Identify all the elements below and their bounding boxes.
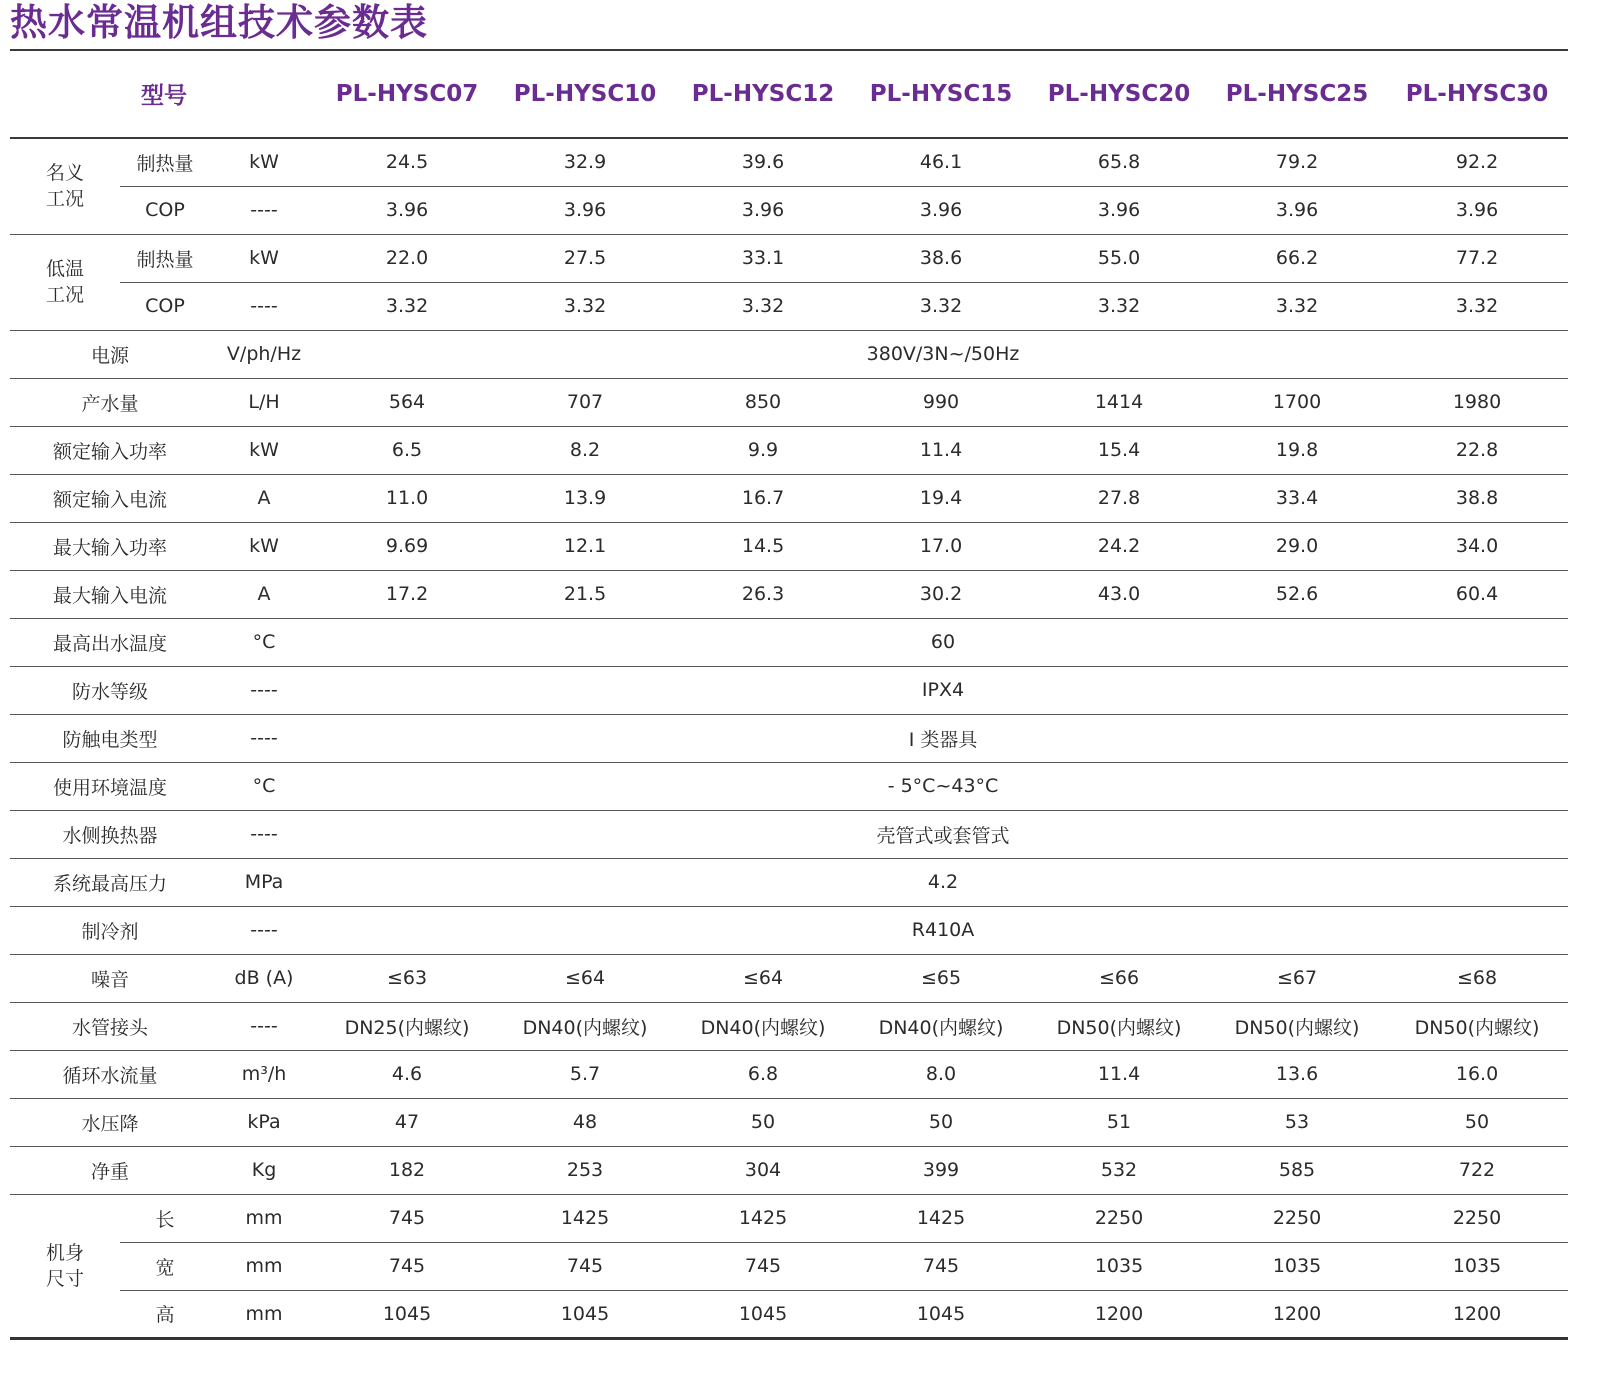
value-cell: 3.96 (1208, 186, 1386, 234)
value-cell: 13.9 (496, 474, 674, 522)
table-row (10, 474, 1568, 522)
group-label-nominal (10, 138, 120, 234)
value-cell: 53 (1208, 1098, 1386, 1146)
value-cell: 3.96 (674, 186, 852, 234)
param-name: 高 (120, 1290, 210, 1338)
value-cell: 2250 (1386, 1194, 1568, 1242)
group-label-line: 机身 (45, 1241, 84, 1264)
value-cell: 11.0 (318, 474, 496, 522)
table-row (10, 762, 1568, 810)
table-row (10, 666, 1568, 714)
value-cell: 1045 (852, 1290, 1030, 1338)
value-cell: 745 (318, 1242, 496, 1290)
value-cell: 60.4 (1386, 570, 1568, 618)
table-row (10, 714, 1568, 762)
table-row (10, 618, 1568, 666)
value-cell: 21.5 (496, 570, 674, 618)
value-cell: DN50(内螺纹) (1208, 1002, 1386, 1050)
merged-value-cell: IPX4 (318, 666, 1568, 714)
value-cell: 1045 (674, 1290, 852, 1338)
value-cell: 51 (1030, 1098, 1208, 1146)
value-cell: 19.4 (852, 474, 1030, 522)
value-cell: 8.0 (852, 1050, 1030, 1098)
table-row (10, 906, 1568, 954)
group-label-lowtemp (10, 234, 120, 330)
value-cell: 3.32 (1208, 282, 1386, 330)
param-name: 制热量 (120, 234, 210, 282)
header-row (10, 50, 1568, 138)
model-name: PL-HYSC07 (318, 50, 496, 138)
merged-value-cell: I 类器具 (318, 714, 1568, 762)
value-cell: 50 (852, 1098, 1030, 1146)
value-cell: 1980 (1386, 378, 1568, 426)
param-name: 产水量 (10, 378, 210, 426)
param-name: 水管接头 (10, 1002, 210, 1050)
value-cell: 14.5 (674, 522, 852, 570)
param-unit: kPa (210, 1098, 318, 1146)
value-cell: DN40(内螺纹) (674, 1002, 852, 1050)
table-row (10, 138, 1568, 186)
table-row (10, 378, 1568, 426)
param-name: 制冷剂 (10, 906, 210, 954)
param-unit: V/ph/Hz (210, 330, 318, 378)
param-name: 水侧换热器 (10, 810, 210, 858)
value-cell: 24.2 (1030, 522, 1208, 570)
value-cell: 15.4 (1030, 426, 1208, 474)
value-cell: ≤64 (496, 954, 674, 1002)
value-cell: 304 (674, 1146, 852, 1194)
group-label-line: 工况 (45, 188, 84, 211)
value-cell: 5.7 (496, 1050, 674, 1098)
value-cell: 26.3 (674, 570, 852, 618)
value-cell: 3.32 (318, 282, 496, 330)
table-row (10, 1146, 1568, 1194)
param-unit: kW (210, 138, 318, 186)
param-unit: ---- (210, 810, 318, 858)
value-cell: 29.0 (1208, 522, 1386, 570)
param-unit: mm (210, 1290, 318, 1338)
param-name: 使用环境温度 (10, 762, 210, 810)
value-cell: 3.32 (852, 282, 1030, 330)
value-cell: 3.32 (496, 282, 674, 330)
value-cell: 30.2 (852, 570, 1030, 618)
merged-value-cell: 380V/3N~/50Hz (318, 330, 1568, 378)
param-unit: ---- (210, 282, 318, 330)
merged-value-cell: 4.2 (318, 858, 1568, 906)
value-cell: 990 (852, 378, 1030, 426)
table-row (10, 186, 1568, 234)
merged-value-cell: R410A (318, 906, 1568, 954)
table-row (10, 522, 1568, 570)
value-cell: 66.2 (1208, 234, 1386, 282)
value-cell: 3.96 (1030, 186, 1208, 234)
param-unit: ---- (210, 906, 318, 954)
value-cell: 50 (674, 1098, 852, 1146)
value-cell: 4.6 (318, 1050, 496, 1098)
value-cell: 38.8 (1386, 474, 1568, 522)
param-name: 最大输入功率 (10, 522, 210, 570)
value-cell: 92.2 (1386, 138, 1568, 186)
value-cell: 17.0 (852, 522, 1030, 570)
value-cell: 1035 (1386, 1242, 1568, 1290)
value-cell: ≤63 (318, 954, 496, 1002)
param-unit: dB (A) (210, 954, 318, 1002)
param-unit: ---- (210, 714, 318, 762)
value-cell: 1425 (852, 1194, 1030, 1242)
param-name: 最高出水温度 (10, 618, 210, 666)
table-row (10, 330, 1568, 378)
value-cell: 3.96 (496, 186, 674, 234)
value-cell: DN40(内螺纹) (496, 1002, 674, 1050)
value-cell: 850 (674, 378, 852, 426)
value-cell: 2250 (1030, 1194, 1208, 1242)
group-label-line: 尺寸 (45, 1267, 84, 1290)
value-cell: 16.0 (1386, 1050, 1568, 1098)
value-cell: 11.4 (1030, 1050, 1208, 1098)
value-cell: 22.0 (318, 234, 496, 282)
value-cell: 3.96 (852, 186, 1030, 234)
value-cell: 47 (318, 1098, 496, 1146)
value-cell: 1425 (674, 1194, 852, 1242)
param-name: 宽 (120, 1242, 210, 1290)
value-cell: 22.8 (1386, 426, 1568, 474)
table-row (10, 1098, 1568, 1146)
value-cell: 3.96 (1386, 186, 1568, 234)
value-cell: 1414 (1030, 378, 1208, 426)
param-name: 电源 (10, 330, 210, 378)
param-name: 额定输入功率 (10, 426, 210, 474)
value-cell: 79.2 (1208, 138, 1386, 186)
param-unit: mm (210, 1194, 318, 1242)
model-name: PL-HYSC15 (852, 50, 1030, 138)
param-name: 最大输入电流 (10, 570, 210, 618)
value-cell: ≤68 (1386, 954, 1568, 1002)
value-cell: 745 (496, 1242, 674, 1290)
value-cell: 16.7 (674, 474, 852, 522)
table-row (10, 1242, 1568, 1290)
value-cell: 564 (318, 378, 496, 426)
table-row (10, 858, 1568, 906)
param-unit: ---- (210, 666, 318, 714)
param-unit: kW (210, 426, 318, 474)
value-cell: 11.4 (852, 426, 1030, 474)
table-row (10, 234, 1568, 282)
value-cell: 50 (1386, 1098, 1568, 1146)
value-cell: ≤66 (1030, 954, 1208, 1002)
param-unit: ---- (210, 186, 318, 234)
group-label-line: 低温 (45, 258, 84, 280)
value-cell: 27.5 (496, 234, 674, 282)
param-unit: °C (210, 762, 318, 810)
value-cell: 1425 (496, 1194, 674, 1242)
value-cell: ≤64 (674, 954, 852, 1002)
value-cell: 1200 (1208, 1290, 1386, 1338)
value-cell: 1045 (318, 1290, 496, 1338)
value-cell: 39.6 (674, 138, 852, 186)
group-label-line: 工况 (45, 284, 84, 306)
param-name: 制热量 (120, 138, 210, 186)
value-cell: 3.32 (674, 282, 852, 330)
value-cell: 38.6 (852, 234, 1030, 282)
value-cell: 19.8 (1208, 426, 1386, 474)
value-cell: 13.6 (1208, 1050, 1386, 1098)
value-cell: 33.1 (674, 234, 852, 282)
value-cell: 77.2 (1386, 234, 1568, 282)
table-row (10, 1194, 1568, 1242)
table-row (10, 954, 1568, 1002)
value-cell: 55.0 (1030, 234, 1208, 282)
param-unit: L/H (210, 378, 318, 426)
table-row (10, 1002, 1568, 1050)
param-name: 长 (120, 1194, 210, 1242)
value-cell: 532 (1030, 1146, 1208, 1194)
value-cell: 9.9 (674, 426, 852, 474)
value-cell: 27.8 (1030, 474, 1208, 522)
table-row (10, 426, 1568, 474)
value-cell: DN25(内螺纹) (318, 1002, 496, 1050)
value-cell: 65.8 (1030, 138, 1208, 186)
value-cell: 3.32 (1386, 282, 1568, 330)
value-cell: 48 (496, 1098, 674, 1146)
param-name: 防触电类型 (10, 714, 210, 762)
value-cell: DN50(内螺纹) (1030, 1002, 1208, 1050)
value-cell: 24.5 (318, 138, 496, 186)
model-label: 型号 (10, 50, 318, 138)
value-cell: 745 (852, 1242, 1030, 1290)
table-row (10, 1050, 1568, 1098)
value-cell: 6.5 (318, 426, 496, 474)
model-name: PL-HYSC30 (1386, 50, 1568, 138)
param-unit: Kg (210, 1146, 318, 1194)
table-row (10, 570, 1568, 618)
merged-value-cell: 60 (318, 618, 1568, 666)
value-cell: 9.69 (318, 522, 496, 570)
param-unit: m³/h (210, 1050, 318, 1098)
param-unit: kW (210, 522, 318, 570)
param-name: 防水等级 (10, 666, 210, 714)
param-unit: ---- (210, 1002, 318, 1050)
value-cell: 585 (1208, 1146, 1386, 1194)
value-cell: 1035 (1208, 1242, 1386, 1290)
value-cell: DN40(内螺纹) (852, 1002, 1030, 1050)
model-name: PL-HYSC20 (1030, 50, 1208, 138)
param-unit: °C (210, 618, 318, 666)
value-cell: 1045 (496, 1290, 674, 1338)
param-unit: A (210, 474, 318, 522)
value-cell: 399 (852, 1146, 1030, 1194)
value-cell: 34.0 (1386, 522, 1568, 570)
table-row (10, 810, 1568, 858)
value-cell: 1700 (1208, 378, 1386, 426)
value-cell: 745 (318, 1194, 496, 1242)
value-cell: 1200 (1030, 1290, 1208, 1338)
value-cell: 3.96 (318, 186, 496, 234)
value-cell: 707 (496, 378, 674, 426)
model-name: PL-HYSC10 (496, 50, 674, 138)
value-cell: 3.32 (1030, 282, 1208, 330)
value-cell: 2250 (1208, 1194, 1386, 1242)
value-cell: 722 (1386, 1146, 1568, 1194)
param-name: COP (120, 186, 210, 234)
table-row (10, 1290, 1568, 1338)
value-cell: 253 (496, 1146, 674, 1194)
group-label-size (10, 1194, 120, 1338)
value-cell: 33.4 (1208, 474, 1386, 522)
value-cell: 1035 (1030, 1242, 1208, 1290)
spec-table (10, 50, 1568, 1340)
value-cell: 52.6 (1208, 570, 1386, 618)
group-label-line: 名义 (45, 162, 84, 185)
value-cell: 745 (674, 1242, 852, 1290)
value-cell: 43.0 (1030, 570, 1208, 618)
value-cell: 182 (318, 1146, 496, 1194)
param-name: 额定输入电流 (10, 474, 210, 522)
value-cell: 1200 (1386, 1290, 1568, 1338)
value-cell: ≤65 (852, 954, 1030, 1002)
param-name: 噪音 (10, 954, 210, 1002)
param-name: 循环水流量 (10, 1050, 210, 1098)
table-row (10, 282, 1568, 330)
value-cell: 8.2 (496, 426, 674, 474)
value-cell: 6.8 (674, 1050, 852, 1098)
value-cell: 17.2 (318, 570, 496, 618)
page-title: 热水常温机组技术参数表 (10, 1, 428, 44)
param-name: COP (120, 282, 210, 330)
value-cell: 12.1 (496, 522, 674, 570)
model-name: PL-HYSC12 (674, 50, 852, 138)
param-name: 水压降 (10, 1098, 210, 1146)
param-unit: A (210, 570, 318, 618)
param-name: 净重 (10, 1146, 210, 1194)
model-name: PL-HYSC25 (1208, 50, 1386, 138)
value-cell: 32.9 (496, 138, 674, 186)
value-cell: 46.1 (852, 138, 1030, 186)
param-unit: kW (210, 234, 318, 282)
merged-value-cell: 壳管式或套管式 (318, 810, 1568, 858)
param-unit: MPa (210, 858, 318, 906)
value-cell: DN50(内螺纹) (1386, 1002, 1568, 1050)
merged-value-cell: - 5°C~43°C (318, 762, 1568, 810)
param-unit: mm (210, 1242, 318, 1290)
value-cell: ≤67 (1208, 954, 1386, 1002)
param-name: 系统最高压力 (10, 858, 210, 906)
